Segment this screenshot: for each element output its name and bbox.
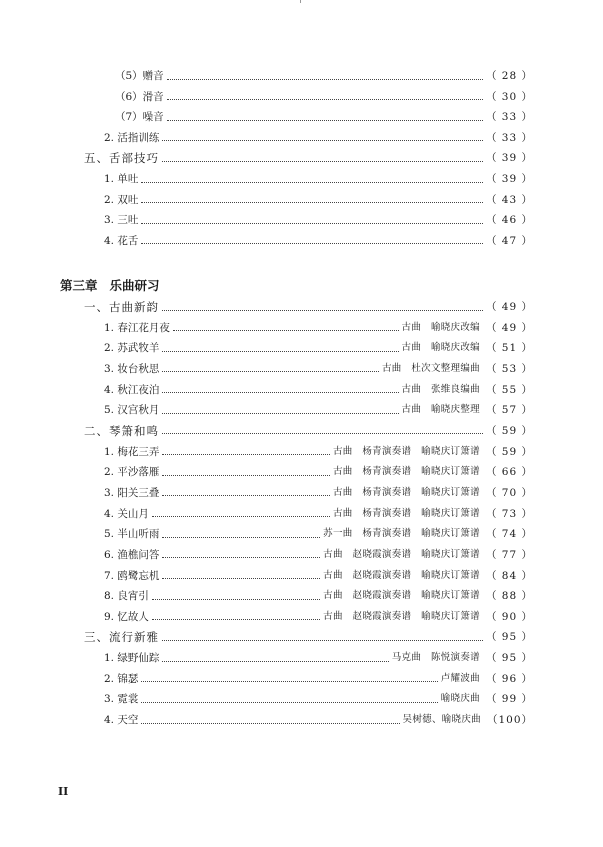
toc-entry: [104, 525, 533, 543]
toc-entry-page: （ 77 ）: [485, 548, 533, 561]
toc-entry-label: 2. 苏武牧羊: [104, 342, 160, 355]
toc-entry-credit: 古曲 赵晓霞演奏谱 喻晓庆订箫谱: [323, 569, 480, 581]
chapter-title: 乐曲研习: [109, 278, 160, 293]
dot-leader: [141, 182, 483, 183]
toc-entry-page: （ 28 ）: [485, 70, 533, 82]
toc-entry: [104, 587, 533, 605]
toc-entry-label: 五、舌部技巧: [84, 151, 159, 166]
dot-leader: [167, 120, 483, 121]
dot-leader: [167, 99, 483, 100]
toc-section-entry: [84, 628, 533, 646]
toc-entry: [104, 381, 533, 399]
toc-entry-page: （ 30 ）: [485, 90, 533, 103]
toc-entry-label: 3. 阳关三叠: [104, 486, 160, 499]
toc-entry-page: （ 55 ）: [485, 383, 533, 396]
toc-entry-label: 1. 春江花月夜: [104, 321, 170, 334]
toc-entry-credit: 古曲 杨青演奏谱 喻晓庆订箫谱: [332, 445, 480, 457]
toc-entry-credit: 古曲 杜次文整理编曲: [381, 362, 480, 374]
toc-entry-credit: 古曲 赵晓霞演奏谱 喻晓庆订箫谱: [323, 590, 480, 602]
toc-entry-label: 7. 鸥鹭忘机: [104, 569, 160, 582]
toc-entry-page: （ 95 ）: [485, 631, 533, 644]
toc-entry-credit: 古曲 赵晓霞演奏谱 喻晓庆订箫谱: [323, 610, 480, 622]
toc-entry-credit: 卢耀波曲: [440, 672, 480, 684]
toc-entry-page: （ 43 ）: [485, 193, 533, 206]
toc-entry-label: 9. 忆故人: [104, 610, 149, 623]
toc-entry-label: （5）赠音: [115, 70, 164, 82]
dot-leader: [162, 392, 398, 393]
toc-entry-label: 3. 妆台秋思: [104, 362, 160, 375]
toc-entry-credit: 古曲 杨青演奏谱 喻晓庆订箫谱: [332, 466, 480, 478]
toc-entry-credit: 古曲 喻晓庆改编: [401, 321, 480, 333]
toc-entry-credit: 古曲 张维良编曲: [401, 383, 480, 395]
dot-leader: [162, 661, 388, 662]
toc-entry: [104, 505, 533, 523]
toc-entry-label: 二、琴箫和鸣: [84, 423, 159, 438]
toc-entry-page: （ 39 ）: [485, 152, 533, 165]
toc-section-entry: [84, 149, 533, 167]
dot-leader: [141, 243, 483, 244]
toc-entry: [115, 67, 533, 85]
toc-entry-label: 1. 梅花三弄: [104, 445, 160, 458]
toc-entry: [104, 649, 533, 667]
toc-entry: [104, 360, 533, 378]
toc-entry-label: 2. 双吐: [104, 193, 139, 206]
toc-entry-label: 2. 活指训练: [104, 131, 160, 144]
toc-entry-credit: 苏一曲 杨青演奏谱 喻晓庆订箫谱: [323, 528, 480, 540]
toc-entry-page: （ 88 ）: [485, 590, 533, 603]
dot-leader: [162, 161, 483, 162]
dot-leader: [162, 578, 320, 579]
toc-entry-label: 5. 汉宫秋月: [104, 404, 160, 417]
toc-entry-label: 1. 单吐: [104, 173, 139, 185]
toc-entry-label: 3. 三吐: [104, 214, 139, 227]
dot-leader: [162, 495, 330, 496]
toc-entry-label: 三、流行新雅: [84, 630, 159, 645]
toc-entry-page: （ 47 ）: [485, 234, 533, 247]
toc-entry-credit: 吴树德、喻晓庆曲: [402, 714, 481, 725]
dot-leader: [173, 330, 399, 331]
dot-leader: [162, 140, 483, 141]
toc-entry-label: 6. 渔樵问答: [104, 548, 160, 561]
toc-entry: [104, 546, 533, 564]
toc-entry: [104, 463, 533, 481]
toc-entry-page: （ 39 ）: [485, 173, 533, 185]
dot-leader: [152, 516, 330, 517]
toc-entry-page: （ 70 ）: [485, 486, 533, 499]
toc-entry: [104, 211, 533, 229]
dot-leader: [162, 310, 483, 311]
toc-entry: [104, 670, 533, 688]
toc-entry-page: （ 59 ）: [485, 445, 533, 458]
toc-entry-label: 2. 平沙落雁: [104, 466, 160, 479]
toc-entry: [104, 484, 533, 502]
dot-leader: [141, 223, 483, 224]
toc-section-entry: [84, 422, 533, 440]
toc-entry-credit: 古曲 杨青演奏谱 喻晓庆订箫谱: [332, 486, 480, 498]
crop-mark: [300, 0, 301, 3]
toc-entry: [104, 319, 533, 337]
toc-entry: [104, 401, 533, 419]
dot-leader: [141, 723, 399, 724]
dot-leader: [167, 79, 483, 80]
dot-leader: [141, 681, 437, 682]
toc-entry-page: （ 46 ）: [485, 214, 533, 227]
toc-entry-page: （ 33 ）: [485, 131, 533, 144]
toc-entry-label: 4. 秋江夜泊: [104, 383, 160, 396]
dot-leader: [162, 537, 320, 538]
toc-entry-label: 3. 霓裳: [104, 693, 139, 706]
toc-entry: [104, 191, 533, 209]
toc-entry-label: 4. 关山月: [104, 507, 149, 520]
toc-entry: [115, 108, 533, 126]
toc-entry-label: 1. 绿野仙踪: [104, 652, 160, 664]
toc-entry: [104, 711, 533, 729]
toc-entry-credit: 马克曲 陈悦演奏谱: [391, 652, 480, 663]
dot-leader: [152, 619, 320, 620]
chapter-heading: [60, 277, 160, 295]
dot-leader: [162, 475, 330, 476]
dot-leader: [162, 640, 483, 641]
dot-leader: [162, 557, 320, 558]
toc-entry: [104, 170, 533, 188]
toc-entry: [104, 608, 533, 626]
dot-leader: [162, 433, 483, 434]
toc-entry-page: （ 49 ）: [485, 321, 533, 334]
dot-leader: [152, 599, 320, 600]
toc-entry-label: 4. 花舌: [104, 234, 139, 247]
dot-leader: [141, 202, 483, 203]
toc-entry-page: （ 66 ）: [485, 466, 533, 479]
toc-entry-page: （ 99 ）: [485, 693, 533, 706]
toc-entry-page: （ 84 ）: [485, 569, 533, 582]
chapter-number: 第三章: [60, 278, 98, 293]
toc-entry-page: （ 74 ）: [485, 528, 533, 541]
toc-entry-credit: 古曲 杨青演奏谱 喻晓庆订箫谱: [332, 507, 480, 519]
toc-entry-page: （ 59 ）: [485, 424, 533, 437]
toc-entry-label: 4. 天空: [104, 714, 139, 726]
toc-entry-page: （ 53 ）: [485, 362, 533, 375]
toc-section-entry: [84, 298, 533, 316]
dot-leader: [162, 351, 398, 352]
toc-entry-label: 5. 半山听雨: [104, 528, 160, 541]
toc-entry-page: （ 49 ）: [485, 301, 533, 313]
toc-entry: [104, 690, 533, 708]
toc-entry: [104, 339, 533, 357]
dot-leader: [162, 371, 379, 372]
toc-entry: [104, 567, 533, 585]
toc-entry-credit: 古曲 赵晓霞演奏谱 喻晓庆订箫谱: [323, 548, 480, 560]
toc-entry-page: （ 95 ）: [485, 652, 533, 664]
toc-entry-label: 2. 锦瑟: [104, 672, 139, 685]
toc-entry-label: 一、古曲新韵: [84, 300, 159, 314]
toc-entry-page: （100）: [486, 714, 533, 726]
toc-entry: [104, 232, 533, 250]
toc-entry: [104, 443, 533, 461]
dot-leader: [141, 702, 437, 703]
toc-entry-label: （7）噪音: [115, 111, 164, 124]
toc-entry-label: （6）滑音: [115, 90, 164, 103]
toc-entry-page: （ 96 ）: [485, 672, 533, 685]
toc-entry-page: （ 51 ）: [485, 342, 533, 355]
dot-leader: [162, 454, 330, 455]
toc-entry-label: 8. 良宵引: [104, 590, 149, 603]
page-number: II: [58, 785, 69, 798]
toc-entry: [104, 129, 533, 147]
toc-entry-credit: 古曲 喻晓庆改编: [401, 342, 480, 354]
toc-entry-page: （ 33 ）: [485, 111, 533, 124]
toc-entry-page: （ 57 ）: [485, 404, 533, 417]
toc-entry-credit: 喻晓庆曲: [440, 693, 480, 705]
toc-entry-page: （ 73 ）: [485, 507, 533, 520]
toc-entry: [115, 88, 533, 106]
toc-entry-page: （ 90 ）: [485, 610, 533, 623]
dot-leader: [162, 413, 398, 414]
toc-entry-credit: 古曲 喻晓庆整理: [401, 404, 480, 416]
